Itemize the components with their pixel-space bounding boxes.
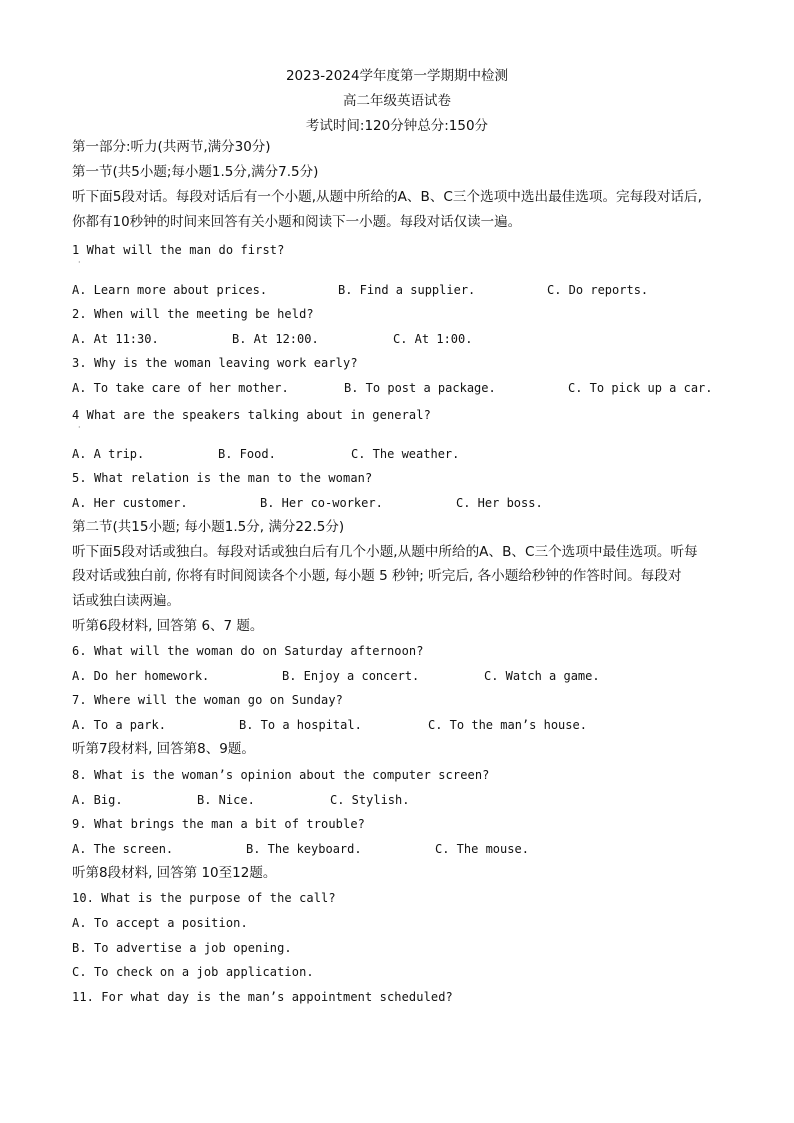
exam-info: 考试时间:120分钟总分:150分 [305,118,489,134]
section2-instruction-line3: 话或独白读两遍。 [72,593,180,609]
q6-option-a: A. Do her homework. [72,669,210,683]
exam-subtitle: 高二年级英语试卷 [343,93,451,109]
q1-option-a: A. Learn more about prices. [72,283,268,297]
material-7-heading: 听第7段材料, 回答第8、9题。 [72,741,255,757]
q10-option-a: A. To accept a position. [72,916,248,930]
question-9: 9. What brings the man a bit of trouble? [72,817,365,831]
q1-option-c: C. Do reports. [547,283,649,297]
q4-option-a: A. A trip. [72,447,145,461]
q6-option-c: C. Watch a game. [484,669,600,683]
part1-heading: 第一部分:听力(共两节,满分30分) [72,139,271,155]
q2-option-a: A. At 11:30. [72,332,159,346]
q7-option-c: C. To the man’s house. [428,718,587,732]
q1-option-b: B. Find a supplier. [338,283,476,297]
q9-option-b: B. The keyboard. [246,842,362,856]
q4-option-c: C. The weather. [351,447,460,461]
question-1: 1 What will the man do first? [72,243,285,257]
q3-option-b: B. To post a package. [344,381,496,395]
q5-option-a: A. Her customer. [72,496,188,510]
question-2: 2. When will the meeting be held? [72,307,314,321]
q10-option-c: C. To check on a job application. [72,965,314,979]
q3-option-c: C. To pick up a car. [568,381,713,395]
material-8-heading: 听第8段材料, 回答第 10至12题。 [72,865,277,881]
q6-option-b: B. Enjoy a concert. [282,669,420,683]
section1-heading: 第一节(共5小题;每小题1.5分,满分7.5分) [72,164,319,180]
section1-instruction-line2: 你都有10秒钟的时间来回答有关小题和阅读下一小题。每段对话仅读一遍。 [72,214,522,230]
q9-option-a: A. The screen. [72,842,174,856]
section2-instruction-line1: 听下面5段对话或独白。每段对话或独白后有几个小题,从题中所给的A、B、C三个选项中最佳选项。听每 [72,544,698,560]
q3-option-a: A. To take care of her mother. [72,381,289,395]
q8-option-b: B. Nice. [197,793,255,807]
question-7: 7. Where will the woman go on Sunday? [72,693,344,707]
q10-option-b: B. To advertise a job opening. [72,941,292,955]
question-4: 4 What are the speakers talking about in general? [72,408,431,422]
material-6-heading: 听第6段材料, 回答第 6、7 题。 [72,618,264,634]
q5-option-c: C. Her boss. [456,496,543,510]
section2-instruction-line2: 段对话或独白前, 你将有时间阅读各个小题, 每小题 5 秒钟; 听完后, 各小题给秒钟的作答时间。每段对 [72,568,682,584]
q9-option-c: C. The mouse. [435,842,529,856]
question-3: 3. Why is the woman leaving work early? [72,356,358,370]
q7-option-a: A. To a park. [72,718,166,732]
q7-option-b: B. To a hospital. [239,718,362,732]
exam-title: 2023-2024学年度第一学期期中检测 [285,68,509,84]
q8-option-a: A. Big. [72,793,123,807]
q2-option-b: B. At 12:00. [232,332,319,346]
q8-option-c: C. Stylish. [330,793,410,807]
section2-heading: 第二节(共15小题; 每小题1.5分, 满分22.5分) [72,519,345,535]
question-11: 11. For what day is the man’s appointment scheduled? [72,990,453,1004]
section1-instruction-line1: 听下面5段对话。每段对话后有一个小题,从题中所给的A、B、C三个选项中选出最佳选项。完每段对话后, [72,189,702,205]
q2-option-c: C. At 1:00. [393,332,473,346]
q4-option-b: B. Food. [218,447,276,461]
question-5: 5. What relation is the man to the woman? [72,471,373,485]
question-10: 10. What is the purpose of the call? [72,891,336,905]
footnote-dot: · [78,423,81,432]
q5-option-b: B. Her co-worker. [260,496,383,510]
question-6: 6. What will the woman do on Saturday afternoon? [72,644,424,658]
question-8: 8. What is the woman’s opinion about the computer screen? [72,768,490,782]
footnote-dot: · [78,258,81,267]
